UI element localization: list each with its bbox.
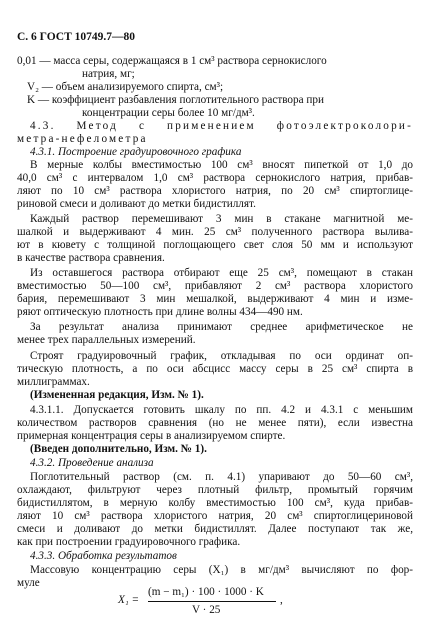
formula-numerator: (m − m₁) · 100 · 1000 · K xyxy=(148,586,264,598)
subsection-heading: 4.3.2. Проведение анализа xyxy=(30,457,154,469)
text-line: натрия, мг; xyxy=(82,68,135,80)
text-line: охлаждают, фильтруют через плотный фильтр, промытый горячим xyxy=(17,484,413,496)
text-line: примерная концентрация серы в анализируемом спирте. xyxy=(17,430,286,442)
text-line: риновой смеси и доливают до метки бидистиллят. xyxy=(17,198,256,210)
text-line: 40,0 см³ с интервалом 1,0 см³ раствора сернокислого натрия, прибав- xyxy=(17,172,413,184)
text-line: ряют оптическую плотность при длине волны 434—490 нм. xyxy=(17,306,303,318)
subsection-heading: 4.3.1. Построение градуировочного графика xyxy=(30,146,242,158)
section-heading: 4.3. Метод с применением фотоэлектроколори- xyxy=(30,120,413,132)
text-line: шалкой и выдерживают 4 мин. 25 см³ полученного раствора вылива- xyxy=(17,226,413,238)
formula-tail: , xyxy=(280,594,283,606)
amendment-note: (Введен дополнительно, Изм. № 1). xyxy=(30,443,207,455)
text-line: 0,01 — масса серы, содержащаяся в 1 см³ раствора сернокислого xyxy=(17,55,327,67)
text-line: Каждый раствор перемешивают 3 мин в стакане магнитной ме- xyxy=(30,213,413,225)
page-header: С. 6 ГОСТ 10749.7—80 xyxy=(17,31,136,43)
text-line: K — коэффициент разбавления поглотительного раствора при xyxy=(27,94,324,106)
text-line: ляют по 10 см³ раствора хлористого натрия, по 20 см³ спиртоглице- xyxy=(17,185,413,197)
text-line: бария, перемешивают 3 мин мешалкой, выдерживают 4 мин и изме- xyxy=(17,293,413,305)
amendment-note: (Измененная редакция, Изм. № 1). xyxy=(30,389,204,401)
text-line: муле xyxy=(17,577,40,589)
text-line: В мерные колбы вместимостью 100 см³ вносят пипеткой от 1,0 до xyxy=(30,159,413,171)
text-line: ляют 10 см³ раствора хлористого натрия, 20 см³ спиртоглицериновой xyxy=(17,510,413,522)
text-line: как при построении градуировочного графика. xyxy=(17,536,241,548)
formula-lhs: X₁ = xyxy=(118,594,140,606)
text-line: За результат анализа принимают среднее арифметическое не xyxy=(30,321,413,333)
text-line: ют в кювету с толщиной поглощающего свет слоя 50 мм и используют xyxy=(17,239,413,251)
text-line: вместимостью 50—100 см³, прибавляют 2 см³ раствора хлористого xyxy=(17,280,413,292)
text-line: концентрации серы более 10 мг/дм³. xyxy=(82,107,255,119)
text-line: смеси и доливают до метки бидистиллят. Далее поступают так же, xyxy=(17,523,413,535)
section-heading: метра-нефелометра xyxy=(17,133,148,145)
text-line: бидистиллятом, в мерную колбу вместимостью 100 см³, куда прибав- xyxy=(17,497,413,509)
text-line: миллиграммах. xyxy=(17,376,90,388)
text-line: количеством растворов сравнения (но не менее пяти), если известна xyxy=(17,417,413,429)
text-line: V₂ — объем анализируемого спирта, см³; xyxy=(27,81,224,93)
text-line: Строят градуировочный график, откладывая по оси ординат оп- xyxy=(30,350,413,362)
concentration-formula xyxy=(118,584,318,624)
text-line: Из оставшегося раствора отбирают еще 25 см³, помещают в стакан xyxy=(30,267,413,279)
subsection-heading: 4.3.3. Обработка результатов xyxy=(30,550,177,562)
text-line: менее трех параллельных измерений. xyxy=(17,334,196,346)
fraction-bar xyxy=(148,601,276,602)
text-line: 4.3.1.1. Допускается готовить шкалу по пп. 4.2 и 4.3.1 с меньшим xyxy=(30,404,413,416)
formula-denominator: V · 25 xyxy=(192,604,221,616)
text-line: Массовую концентрацию серы (X₁) в мг/дм³ вычисляют по фор- xyxy=(30,564,413,576)
text-line: тическую плотность, а по оси абсцисс массу серы в 25 см³ спирта в xyxy=(17,363,413,375)
text-line: Поглотительный раствор (см. п. 4.1) упаривают до 50—60 см³, xyxy=(30,471,413,483)
text-line: в качестве раствора сравнения. xyxy=(17,252,165,264)
